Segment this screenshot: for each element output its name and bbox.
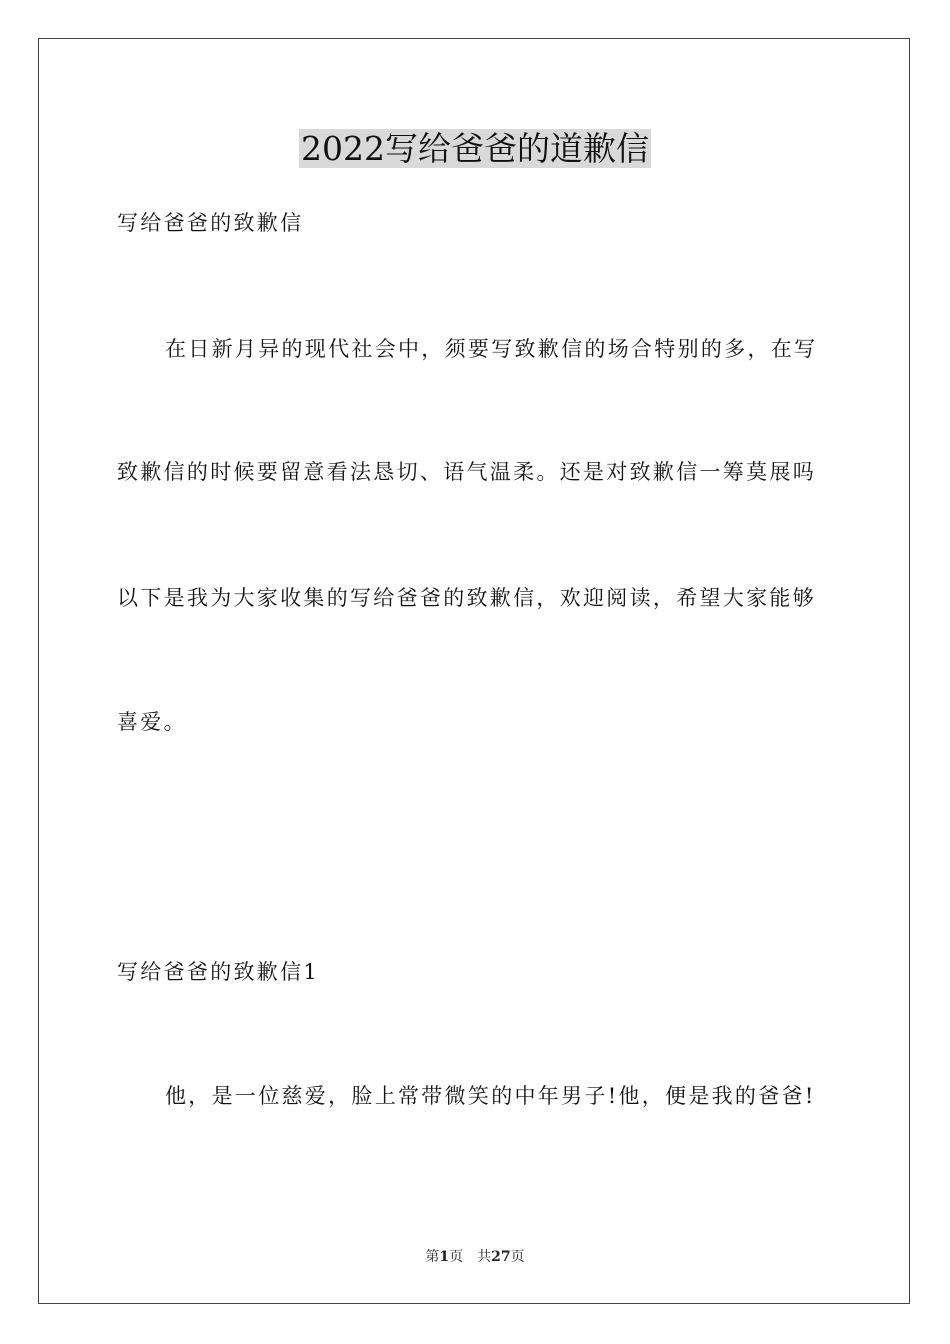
document-title-text: 2022写给爸爸的道歉信 (301, 129, 649, 168)
page-prefix: 第 (425, 1249, 440, 1265)
section-line-1: 他，是一位慈爱，脸上常带微笑的中年男子!他，便是我的爸爸! (165, 1084, 816, 1108)
page-current: 1 (439, 1249, 450, 1265)
section-heading: 写给爸爸的致歉信1 (117, 960, 320, 984)
total-suffix: 页 (510, 1249, 525, 1265)
intro-line-1: 在日新月异的现代社会中，须要写致歉信的场合特别的多，在写 (165, 337, 818, 361)
intro-line-2: 致歉信的时候要留意看法恳切、语气温柔。还是对致歉信一筹莫展吗 (117, 460, 816, 484)
document-title (0, 128, 950, 170)
intro-line-3: 以下是我为大家收集的写给爸爸的致歉信，欢迎阅读，希望大家能够 (117, 586, 816, 610)
total-prefix: 共 (477, 1249, 492, 1265)
document-subtitle: 写给爸爸的致歉信 (117, 211, 304, 235)
page-total: 27 (491, 1249, 511, 1265)
intro-line-4: 喜爱。 (117, 710, 187, 734)
page-footer (0, 1248, 950, 1266)
page-suffix: 页 (449, 1249, 464, 1265)
